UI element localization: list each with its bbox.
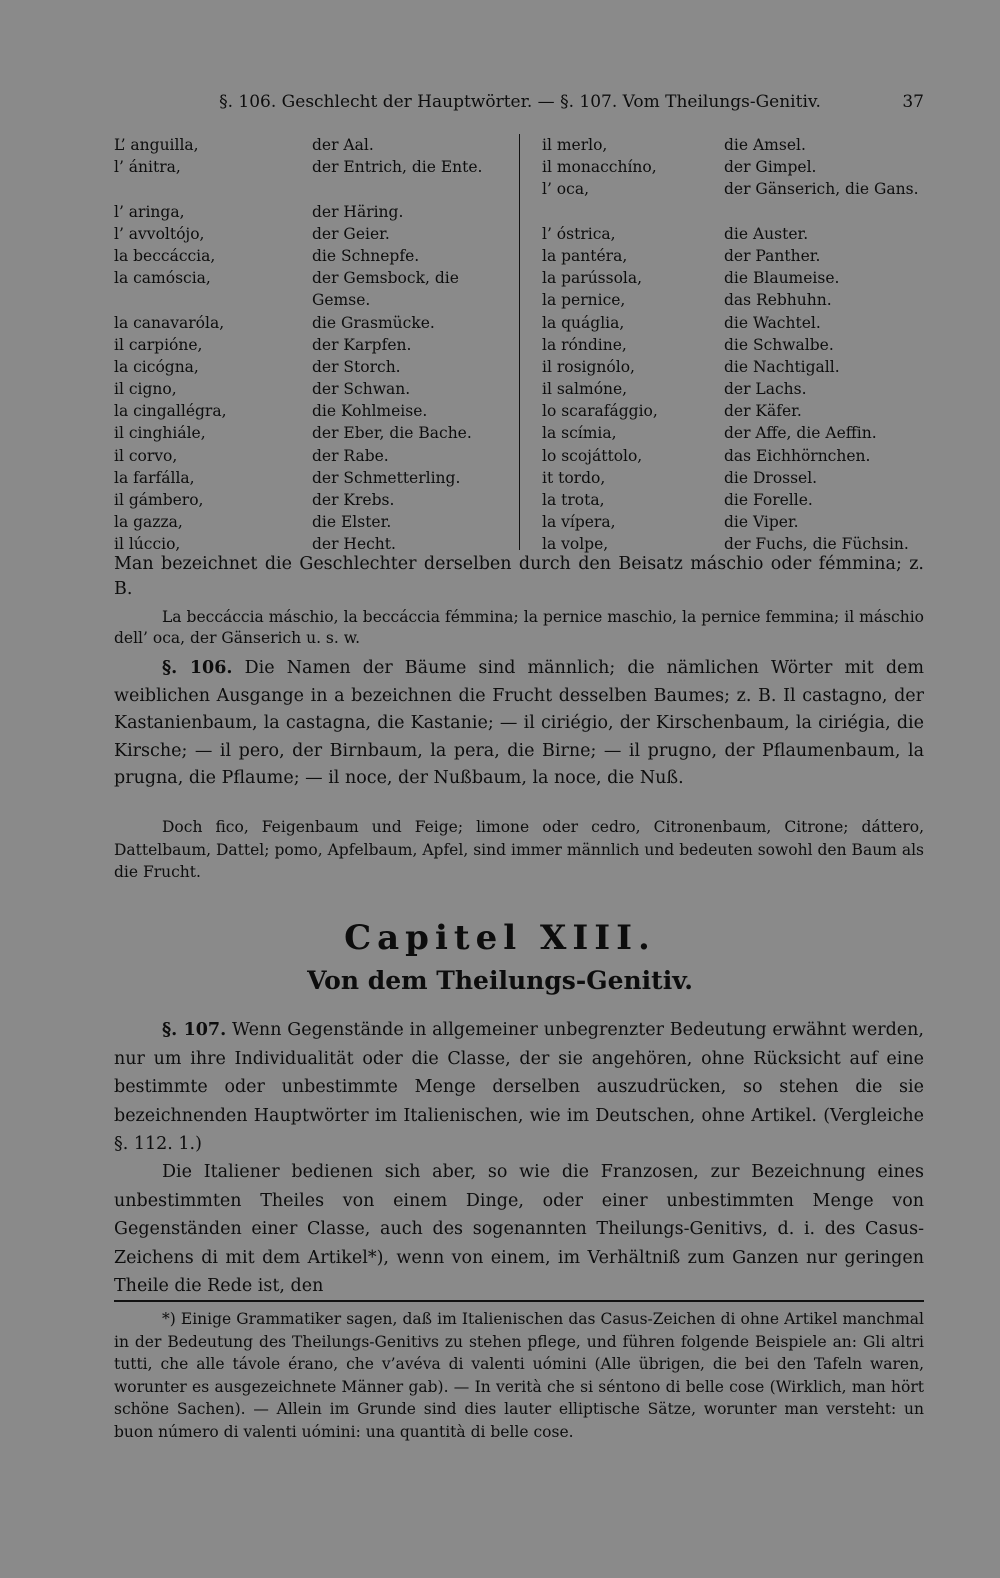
german-word: der Rabe. (312, 446, 389, 465)
vocab-row (528, 334, 938, 356)
vocab-row (114, 378, 522, 400)
german-word: die Kohlmeise. (312, 402, 428, 421)
italian-word: il cigno, (114, 380, 177, 399)
german-word: der Aal. (312, 136, 374, 154)
german-word: der Lachs. (724, 380, 807, 399)
section-text: Die Namen der Bäume sind männlich; die nämlichen Wörter mit dem weiblichen Ausgange in a bezeichnen die Frucht desselben Baumes; z. B. Il castagno, der Kastanienbaum, la castagna, die Kastanie; — il ciriégio, der Kirschenbaum, la ciriégia, die Kirsche; — il pero, der Birnbaum, la pera, die Birne; — il prugno, der Pflaumenbaum, la prugna, die Pflaume; — il noce, der Nußbaum, la noce, die Nuß. (114, 658, 924, 788)
italian-word: lo scarafággio, (542, 402, 658, 421)
vocab-row (114, 223, 522, 245)
example-paragraph (114, 607, 924, 649)
vocab-row (114, 134, 522, 156)
section-106-paragraph (114, 655, 924, 793)
german-word: die Elster. (312, 513, 392, 532)
vocab-row (528, 378, 938, 400)
german-word: das Eichhörnchen. (724, 446, 871, 465)
german-word: die Drossel. (724, 468, 818, 487)
italian-word: il monacchíno, (542, 158, 657, 177)
italian-word: la pantéra, (542, 246, 628, 265)
german-word: der Schwan. (312, 380, 411, 399)
german-word: die Nachtigall. (724, 357, 840, 376)
column-divider (519, 134, 520, 550)
vocab-row (114, 156, 522, 200)
italian-word: la gazza, (114, 513, 183, 532)
italian-word: il corvo, (114, 446, 178, 465)
vocab-row (114, 467, 522, 489)
italian-word: la quáglia, (542, 313, 625, 332)
chapter-subtitle: Von dem Theilungs-Genitiv. (307, 966, 693, 995)
german-word: der Gimpel. (724, 158, 817, 177)
vocab-row (528, 400, 938, 422)
section-number: §. 106. (162, 658, 233, 678)
german-word: der Gänserich, die Gans. (724, 180, 919, 199)
italian-word: la cingallégra, (114, 402, 227, 421)
footnote-text: *) Einige Grammatiker sagen, daß im Italienischen das Casus-Zeichen di ohne Artikel manchmal in der Bedeutung des Theilungs-Genitivs zu stehen pflege, und führen folgende Beispiele an: Gli altri tutti, che alle távole érano, che v’avéva di valenti uómini (Alle übrigen, die bei den Tafeln waren, worunter es ausgezeichnete Männer gab). — In verità che si séntono di belle cose (Wirklich, man hört schöne Sachen). — Allein im Grunde sind dies lauter elliptische Sätze, worunter man versteht: un buon número di valenti uómini: una quantità di belle cose. (114, 1310, 924, 1441)
italians-paragraph (114, 1158, 924, 1301)
vocab-row (114, 312, 522, 334)
german-word: der Schmetterling. (312, 468, 461, 487)
vocab-row (114, 267, 522, 311)
italian-word: il cinghiále, (114, 424, 206, 443)
vocab-row (114, 356, 522, 378)
vocab-row (114, 489, 522, 511)
exceptions-paragraph (114, 816, 924, 884)
italian-word: il carpióne, (114, 335, 203, 354)
german-word: der Gemsbock, die Gemse. (312, 269, 459, 310)
vocab-row (528, 489, 938, 511)
german-word: der Eber, die Bache. (312, 424, 472, 443)
vocab-row (114, 400, 522, 422)
italian-word: la volpe, (542, 535, 609, 554)
german-word: der Käfer. (724, 402, 802, 421)
german-word: der Häring. (312, 202, 404, 221)
german-word: die Wachtel. (724, 313, 821, 332)
italian-word: l’ oca, (542, 180, 589, 199)
german-word: die Viper. (724, 513, 799, 532)
italian-word: la pernice, (542, 291, 626, 310)
italian-word: l’ aringa, (114, 202, 185, 221)
german-word: die Amsel. (724, 136, 806, 154)
running-title: §. 106. Geschlecht der Hauptwörter. — §. 107. Vom Theilungs-Genitiv. (219, 92, 821, 112)
italian-word: la farfálla, (114, 468, 195, 487)
section-number: §. 107. (162, 1020, 227, 1040)
italians-text: Die Italiener bedienen sich aber, so wie die Franzosen, zur Bezeichnung eines unbestimmten Theiles von einem Dinge, oder einer unbestimmten Menge von Gegenständen einer Classe, auch des sogenannten Theilungs-Genitivs, d. i. des Casus-Zeichens di mit dem Artikel*), wenn von einem, im Verhältniß zum Ganzen nur geringen Theile die Rede ist, den (114, 1162, 924, 1296)
vocab-column-right (528, 134, 938, 556)
italian-word: la scímia, (542, 424, 617, 443)
italian-word: lo scojáttolo, (542, 446, 643, 465)
german-word: die Forelle. (724, 491, 813, 510)
italian-word: l’ óstrica, (542, 224, 616, 243)
italian-word: la róndine, (542, 335, 627, 354)
italian-word: il lúccio, (114, 535, 181, 554)
vocab-row (528, 312, 938, 334)
section-text: Wenn Gegenstände in allgemeiner unbegrenzter Bedeutung erwähnt werden, nur um ihre Individualität oder die Classe, der sie angehören, ohne Rücksicht auf eine bestimmte oder unbestimmte Menge derselben auszudrücken, so stehen die sie bezeichnenden Hauptwörter im Italienischen, wie im Deutschen, ohne Artikel. (Vergleiche §. 112. 1.) (114, 1020, 924, 1154)
vocab-row (528, 467, 938, 489)
italian-word: l’ avvoltójo, (114, 224, 205, 243)
italian-word: la camóscia, (114, 269, 211, 288)
german-word: der Affe, die Aeffin. (724, 424, 877, 443)
vocab-row (528, 223, 938, 245)
gender-note-paragraph: Man bezeichnet die Geschlechter derselben durch den Beisatz máschio oder fémmina; z. B. (114, 554, 924, 599)
italian-word: il gámbero, (114, 491, 204, 510)
exceptions-text: Doch fico, Feigenbaum und Feige; limone oder cedro, Citronenbaum, Citrone; dáttero, Dattelbaum, Dattel; pomo, Apfelbaum, Apfel, sind immer männlich und bedeuten sowohl den Baum als die Frucht. (114, 818, 924, 881)
italian-word: il merlo, (542, 136, 608, 154)
italian-word: il rosignólo, (542, 357, 635, 376)
vocab-row (528, 289, 938, 311)
vocab-row (528, 156, 938, 178)
italian-word: la parússola, (542, 269, 643, 288)
vocab-row (528, 134, 938, 156)
german-word: der Storch. (312, 357, 401, 376)
italian-word: la cicógna, (114, 357, 199, 376)
chapter-title: Capitel XIII. (344, 918, 656, 958)
vocab-row (114, 201, 522, 223)
german-word: der Hecht. (312, 535, 396, 554)
german-word: die Auster. (724, 224, 809, 243)
german-word: der Krebs. (312, 491, 395, 510)
italian-word: la beccáccia, (114, 246, 216, 265)
vocabulary-table (114, 134, 934, 554)
vocab-row (528, 445, 938, 467)
vocab-row (528, 178, 938, 222)
italian-word: it tordo, (542, 468, 606, 487)
vocab-row (114, 511, 522, 533)
german-word: der Karpfen. (312, 335, 412, 354)
vocab-row (528, 245, 938, 267)
german-word: die Grasmücke. (312, 313, 435, 332)
page-number: 37 (902, 92, 924, 112)
german-word: der Fuchs, die Füchsin. (724, 535, 909, 554)
german-word: die Schnepfe. (312, 246, 420, 265)
vocab-row (114, 334, 522, 356)
vocab-row (114, 422, 522, 444)
german-word: der Geier. (312, 224, 390, 243)
vocab-row (528, 511, 938, 533)
german-word: der Panther. (724, 246, 821, 265)
german-word: die Schwalbe. (724, 335, 834, 354)
german-word: der Entrich, die Ente. (312, 158, 483, 177)
vocab-row (528, 356, 938, 378)
italian-word: la trota, (542, 491, 605, 510)
german-word: die Blaumeise. (724, 269, 840, 288)
example-text: La beccáccia máschio, la beccáccia fémmina; la pernice maschio, la pernice femmina; il máschio dell’ oca, der Gänserich u. s. w. (114, 608, 924, 647)
german-word: das Rebhuhn. (724, 291, 832, 310)
italian-word: l’ ánitra, (114, 158, 181, 177)
vocab-column-left (114, 134, 522, 556)
italian-word: la vípera, (542, 513, 616, 532)
footnote (114, 1308, 924, 1443)
vocab-row (114, 445, 522, 467)
italian-word: la canavaróla, (114, 313, 225, 332)
italian-word: il salmóne, (542, 380, 628, 399)
vocab-row (528, 422, 938, 444)
section-107-paragraph (114, 1016, 924, 1159)
italian-word: L’ anguilla, (114, 136, 199, 154)
footnote-rule (114, 1300, 924, 1302)
vocab-row (528, 267, 938, 289)
vocab-row (114, 245, 522, 267)
running-header (0, 92, 1000, 118)
